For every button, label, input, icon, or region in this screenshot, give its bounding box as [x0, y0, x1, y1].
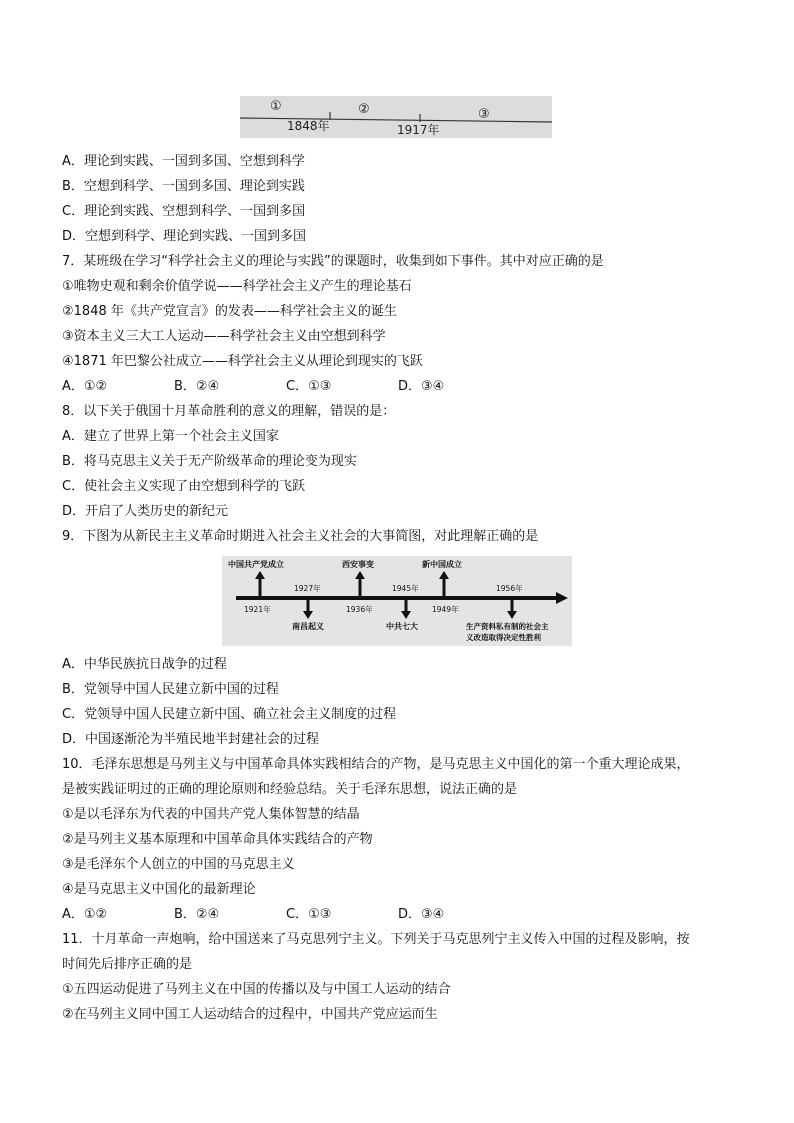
year-1956: 1956年 [496, 584, 523, 593]
mark-2: ② [358, 102, 370, 117]
q7-item-1: ①唯物史观和剩余价值学说——科学社会主义产生的理论基石 [62, 279, 412, 294]
event-socialist-transformation-line2: 义改造取得决定性胜利 [466, 633, 541, 642]
q7-choice-d: D．③④ [398, 379, 445, 394]
q11-item-1: ①五四运动促进了马列主义在中国的传播以及与中国工人运动的结合 [62, 982, 451, 997]
q11-item-2: ②在马列主义同中国工人运动结合的过程中，中国共产党应运而生 [62, 1007, 438, 1022]
q10-item-4: ④是马克思主义中国化的最新理论 [62, 882, 256, 897]
event-socialist-transformation-line1: 生产资料私有制的社会主 [466, 622, 549, 631]
q10-choice-b: B．②④ [174, 907, 220, 922]
mark-3: ③ [478, 107, 490, 122]
q6-option-b: B．空想到科学、一国到多国、理论到实践 [62, 179, 305, 194]
year-1917: 1917年 [397, 123, 440, 137]
timeline-figure-1848-1917 [240, 96, 552, 138]
year-1921: 1921年 [244, 605, 271, 614]
q9-option-d: D．中国逐渐沦为半殖民地半封建社会的过程 [62, 732, 320, 747]
year-1945: 1945年 [392, 584, 419, 593]
q9-stem: 9．下图为从新民主主义革命时期进入社会主义社会的大事简图，对此理解正确的是 [62, 529, 539, 544]
q7-item-2: ②1848 年《共产党宣言》的发表——科学社会主义的诞生 [62, 304, 397, 319]
q9-option-c: C．党领导中国人民建立新中国、确立社会主义制度的过程 [62, 707, 397, 722]
q6-option-d: D．空想到科学、理论到实践、一国到多国 [62, 229, 307, 244]
q7-choice-a: A．①② [62, 379, 108, 394]
year-1848: 1848年 [287, 119, 330, 133]
timeline-figure-1921-1956 [222, 556, 572, 646]
timeline-1-svg [240, 96, 552, 138]
q6-option-c: C．理论到实践、空想到科学、一国到多国 [62, 204, 306, 219]
q10-item-2: ②是马列主义基本原理和中国革命具体实践结合的产物 [62, 832, 373, 847]
q11-stem-line1: 11．十月革命一声炮响，给中国送来了马克思列宁主义。下列关于马克思列宁主义传入中国的过程及影响，按 [62, 932, 690, 947]
event-xian-incident: 西安事变 [342, 560, 374, 569]
q7-stem: 7．某班级在学习“科学社会主义的理论与实践”的课题时，收集到如下事件。其中对应正确的是 [62, 254, 604, 269]
q10-item-3: ③是毛泽东个人创立的中国的马克思主义 [62, 857, 295, 872]
q8-stem: 8．以下关于俄国十月革命胜利的意义的理解，错误的是： [62, 404, 396, 419]
q8-option-d: D．开启了人类历史的新纪元 [62, 504, 229, 519]
q10-choice-d: D．③④ [398, 907, 445, 922]
year-1927: 1927年 [294, 584, 321, 593]
q10-stem-line2: 是被实践证明过的正确的理论原则和经验总结。关于毛泽东思想，说法正确的是 [62, 782, 518, 797]
q6-option-a: A．理论到实践、一国到多国、空想到科学 [62, 154, 305, 169]
q7-choice-c: C．①③ [286, 379, 332, 394]
q9-option-b: B．党领导中国人民建立新中国的过程 [62, 682, 279, 697]
q7-item-3: ③资本主义三大工人运动——科学社会主义由空想到科学 [62, 329, 386, 344]
q9-option-a: A．中华民族抗日战争的过程 [62, 657, 227, 672]
q8-option-b: B．将马克思主义关于无产阶级革命的理论变为现实 [62, 454, 357, 469]
q10-item-1: ①是以毛泽东为代表的中国共产党人集体智慧的结晶 [62, 807, 360, 822]
q7-choices [62, 378, 510, 396]
mark-1: ① [270, 99, 282, 114]
q10-stem-line1: 10．毛泽东思想是马列主义与中国革命具体实践相结合的产物，是马克思主义中国化的第一个重大理论成果， [62, 757, 690, 772]
event-prc-founded: 新中国成立 [422, 560, 462, 569]
q8-option-c: C．使社会主义实现了由空想到科学的飞跃 [62, 479, 306, 494]
q10-choices [62, 906, 510, 924]
year-1936: 1936年 [346, 605, 373, 614]
event-seventh-congress: 中共七大 [386, 622, 418, 631]
q7-choice-b: B．②④ [174, 379, 220, 394]
q8-option-a: A．建立了世界上第一个社会主义国家 [62, 429, 279, 444]
q10-choice-c: C．①③ [286, 907, 332, 922]
timeline-2-svg [222, 556, 572, 646]
q10-choice-a: A．①② [62, 907, 108, 922]
event-ccp-founded: 中国共产党成立 [228, 560, 284, 569]
q7-item-4: ④1871 年巴黎公社成立——科学社会主义从理论到现实的飞跃 [62, 354, 423, 369]
year-1949: 1949年 [432, 605, 459, 614]
event-nanchang-uprising: 南昌起义 [292, 622, 324, 631]
q11-stem-line2: 时间先后排序正确的是 [62, 957, 193, 972]
